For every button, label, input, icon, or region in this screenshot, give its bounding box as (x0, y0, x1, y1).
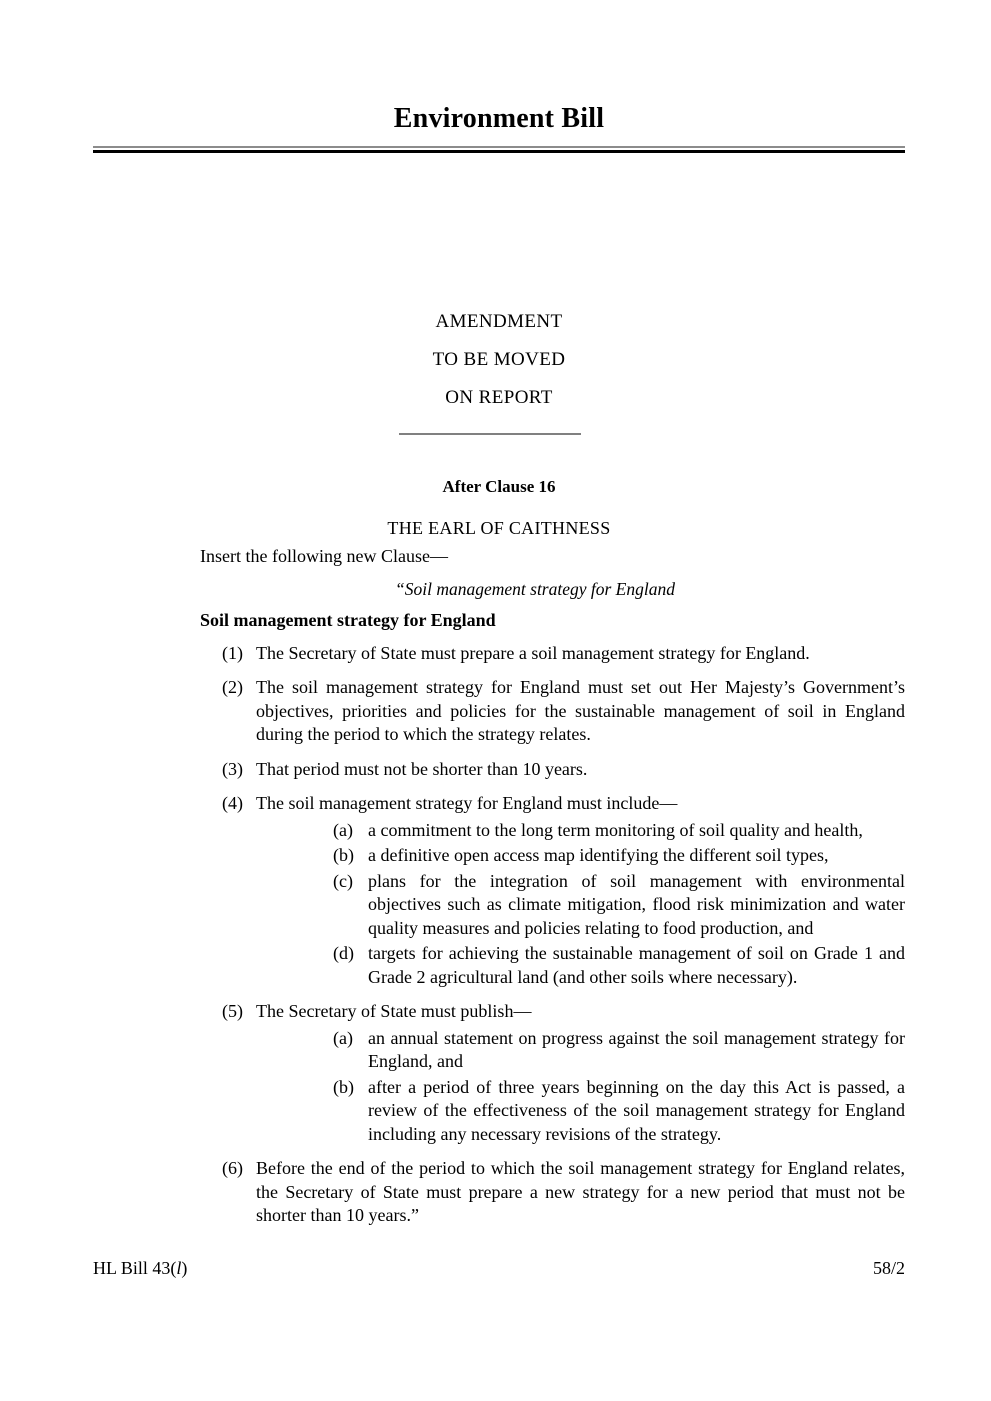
title-divider-rule (93, 146, 905, 153)
sub-provision-marker: (a) (333, 819, 353, 840)
sub-provisions-list (256, 1027, 905, 1147)
sub-provision-item (256, 844, 905, 868)
provision-marker: (1) (222, 642, 243, 663)
new-clause-heading: Soil management strategy for England (200, 610, 496, 630)
sub-provision-text: targets for achieving the sustainable management of soil on Grade 1 and Grade 2 agricultural land (and other soils where necessary). (368, 943, 905, 987)
banner-divider-rule (399, 433, 581, 435)
sub-provision-item (256, 819, 905, 843)
page-reference: 58/2 (872, 1258, 905, 1278)
sub-provision-text: after a period of three years beginning on the day this Act is passed, a review of the effectiveness of the soil management strategy for England including any necessary revisions of the strategy. (368, 1076, 905, 1144)
bill-reference-letter: l (176, 1258, 182, 1278)
provision-text: That period must not be shorter than 10 years. (256, 758, 588, 779)
sub-provision-item (256, 1076, 905, 1147)
provision-marker: (3) (222, 758, 243, 779)
page-title: Environment Bill (393, 103, 605, 134)
sub-provision-text: a definitive open access map identifying the different soil types, (368, 845, 829, 865)
provision-text: The soil management strategy for England must set out Her Majesty’s Government’s objectives, priorities and policies for the sustainable management of soil in England during the period to which the strategy relates. (256, 677, 905, 744)
sub-provision-marker: (b) (333, 845, 354, 865)
insert-instruction: Insert the following new Clause— (200, 546, 448, 566)
bill-reference-prefix: HL Bill 43( (93, 1258, 177, 1278)
sub-provision-marker: (d) (333, 943, 354, 963)
title-rule-thick (93, 150, 905, 153)
sub-provision-marker: (c) (333, 870, 353, 891)
provision-item (200, 642, 905, 666)
provision-marker: (4) (222, 793, 243, 813)
banner-line-3: ON REPORT (445, 387, 553, 408)
amendment-body (200, 545, 905, 1228)
amendment-banner (93, 303, 905, 417)
sub-provision-text: plans for the integration of soil management with environmental objectives such as climate mitigation, flood risk minimization and water quality measures and policies relating to food production, and (368, 870, 905, 938)
provision-item (200, 1157, 905, 1228)
provision-marker: (6) (222, 1158, 243, 1178)
provisions-list (200, 642, 905, 1228)
clause-heading: After Clause 16 (442, 477, 556, 496)
provision-text: The Secretary of State must publish— (256, 1001, 532, 1021)
provision-text: The Secretary of State must prepare a soil management strategy for England. (256, 642, 810, 663)
page-footer (93, 1258, 905, 1279)
provision-text: Before the end of the period to which the soil management strategy for England relates, the Secretary of State must prepare a new strategy for a new period that must not be shorter than 10 years.” (256, 1158, 905, 1225)
bill-reference-suffix: ) (181, 1258, 188, 1278)
title-rule-thin (93, 146, 905, 148)
banner-line-2: TO BE MOVED (432, 349, 566, 370)
amendment-mover: THE EARL OF CAITHNESS (387, 518, 611, 538)
provision-item (200, 758, 905, 782)
sub-provision-item (256, 1027, 905, 1074)
quoted-clause-title: “Soil management strategy for England (395, 578, 675, 599)
provision-marker: (2) (222, 677, 243, 697)
sub-provision-marker: (a) (333, 1027, 353, 1048)
banner-line-1: AMENDMENT (435, 311, 563, 332)
sub-provision-marker: (b) (333, 1076, 354, 1097)
provision-item (200, 1000, 905, 1146)
sub-provisions-list (256, 819, 905, 990)
sub-provision-item (256, 942, 905, 989)
provision-item (200, 676, 905, 747)
provision-item (200, 792, 905, 989)
bill-reference (93, 1258, 187, 1279)
provision-text: The soil management strategy for England must include— (256, 793, 678, 813)
sub-provision-text: an annual statement on progress against the soil management strategy for England, and (368, 1027, 905, 1071)
sub-provision-item (256, 870, 905, 941)
sub-provision-text: a commitment to the long term monitoring of soil quality and health, (368, 819, 863, 840)
provision-marker: (5) (222, 1001, 243, 1021)
